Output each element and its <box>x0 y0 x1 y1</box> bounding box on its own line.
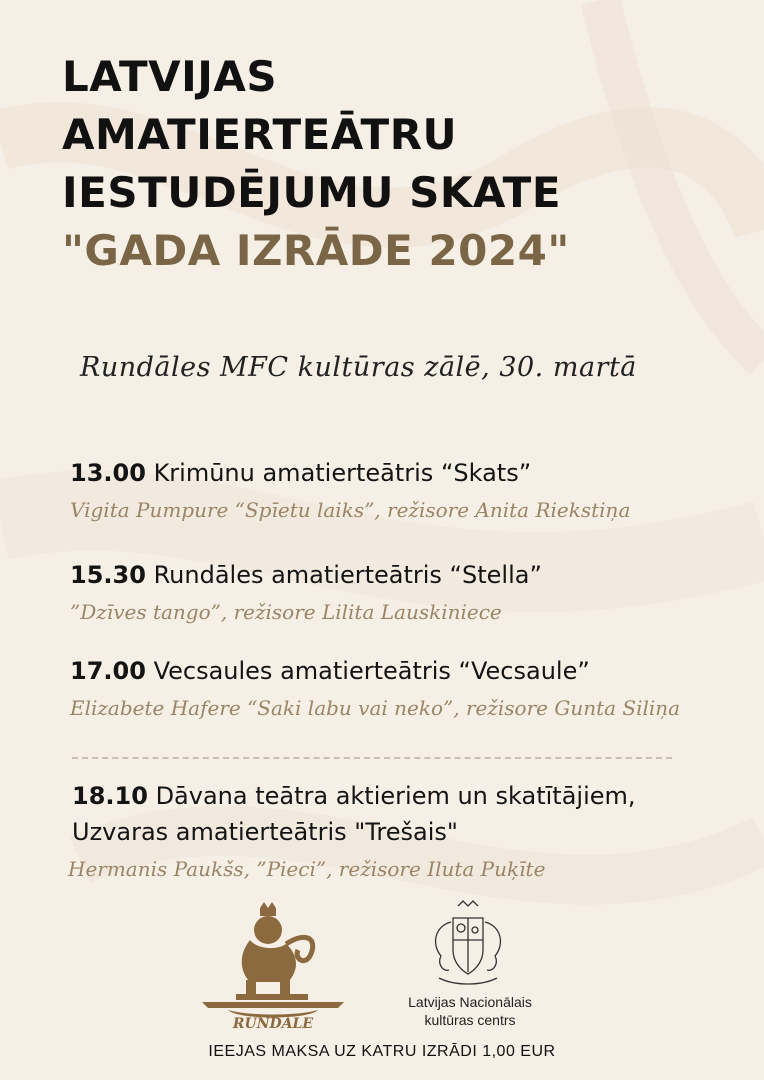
event-4-title: Dāvana teātra aktieriem un skatītājiem, <box>155 782 636 810</box>
event-3-title-line <box>70 653 680 689</box>
dashed-divider <box>72 757 672 759</box>
rundale-lion-logo-icon <box>198 900 348 1035</box>
event-3-title: Vecsaules amatierteātris “Vecsaule” <box>153 657 590 685</box>
event-2-time: 15.30 <box>70 561 146 589</box>
event-4-title-line <box>72 778 636 814</box>
event-2-title: Rundāles amatierteātris “Stella” <box>153 561 542 589</box>
lnkc-caption-line-2: kultūras centrs <box>424 1012 516 1028</box>
event-2-credit: ”Dzīves tango”, režisore Lilita Lauskiniece <box>70 600 502 624</box>
title-line-1: LATVIJAS <box>62 52 278 101</box>
event-3 <box>70 653 680 723</box>
event-4-time: 18.10 <box>72 782 148 810</box>
title-line-3: IESTUDĒJUMU SKATE <box>62 168 562 217</box>
rundale-logo-text: RUNDĀLE <box>232 1016 314 1032</box>
event-1-title: Krimūnu amatierteātris “Skats” <box>153 459 532 487</box>
event-3-time: 17.00 <box>70 657 146 685</box>
event-1-credit: Vigita Pumpure “Spīetu laiks”, režisore Anita Riekstiņa <box>70 498 631 522</box>
entry-fee-footer: IEEJAS MAKSA UZ KATRU IZRĀDI 1,00 EUR <box>208 1043 556 1060</box>
event-2-title-line <box>70 557 542 593</box>
lnkc-caption <box>390 993 550 1029</box>
event-1 <box>70 455 630 525</box>
title-line-2: AMATIERTEĀTRU <box>62 110 458 159</box>
lnkc-caption-line-1: Latvijas Nacionālais <box>408 994 532 1010</box>
title-line-4: "GADA IZRĀDE 2024" <box>62 226 570 275</box>
event-2 <box>70 557 542 627</box>
venue-date: Rundāles MFC kultūras zālē, 30. martā <box>80 352 637 383</box>
event-4 <box>68 778 636 884</box>
latvian-coat-of-arms-icon <box>425 900 511 988</box>
event-3-credit: Elizabete Hafere “Saki labu vai neko”, režisore Gunta Siliņa <box>70 696 681 720</box>
event-1-time: 13.00 <box>70 459 146 487</box>
poster-title <box>62 48 570 280</box>
event-4-credit: Hermanis Paukšs, ”Pieci”, režisore Iluta Puķīte <box>68 857 546 881</box>
event-4-title-line-2: Uzvaras amatierteātris "Trešais" <box>72 818 458 846</box>
event-1-title-line <box>70 455 630 491</box>
